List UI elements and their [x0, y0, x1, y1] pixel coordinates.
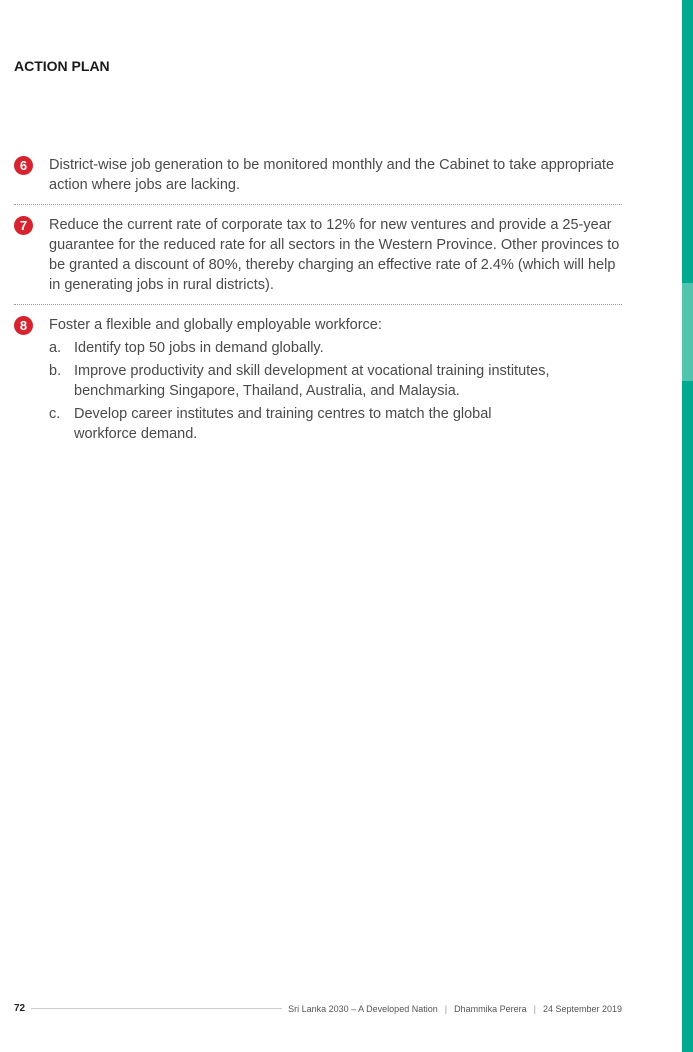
publication-title: Sri Lanka 2030 – A Developed Nation	[288, 1003, 438, 1014]
item-text: Reduce the current rate of corporate tax to 12% for new ventures and provide a 25-year guarantee for the reduced rate for all sectors in the Western Province. Other provinces to be granted a discount of 80%, thereby charging an effective rate of 2.4% (which will help in generating jobs in rural districts).	[49, 217, 620, 293]
action-item-7	[14, 215, 624, 295]
item-text: Foster a flexible and globally employable workforce:	[49, 317, 382, 333]
side-color-bar	[682, 0, 693, 1052]
dotted-divider	[14, 204, 622, 205]
sub-item-label: c.	[49, 406, 61, 422]
item-number-badge: 7	[14, 216, 33, 235]
sub-item-c	[49, 404, 624, 444]
item-number-badge: 6	[14, 156, 33, 175]
page-footer	[14, 1003, 622, 1014]
sub-item-text: Identify top 50 jobs in demand globally.	[74, 340, 324, 356]
page-number: 72	[14, 1003, 26, 1014]
sub-item-label: a.	[49, 340, 62, 356]
item-text: District-wise job generation to be monitored monthly and the Cabinet to take appropriate action where jobs are lacking.	[49, 157, 615, 193]
author-name: Dhammika Perera	[454, 1003, 527, 1014]
sub-item-b	[49, 361, 624, 401]
page-title: ACTION PLAN	[14, 58, 110, 74]
footer-rule	[31, 1008, 282, 1009]
footer-separator: |	[533, 1003, 536, 1014]
action-item-8	[14, 315, 624, 444]
sub-item-a	[49, 338, 624, 358]
sub-item-label: b.	[49, 363, 62, 379]
side-bar-highlight	[682, 283, 693, 381]
action-item-6	[14, 155, 624, 195]
footer-separator: |	[444, 1003, 448, 1014]
item-number-badge: 8	[14, 316, 33, 335]
sub-item-text: Develop career institutes and training centres to match the global workforce demand.	[74, 406, 492, 442]
publication-date: 24 September 2019	[542, 1003, 622, 1014]
dotted-divider	[14, 304, 622, 305]
sub-item-text: Improve productivity and skill development at vocational training institutes, benchmarking Singapore, Thailand, Australia, and Malaysia.	[74, 363, 550, 399]
